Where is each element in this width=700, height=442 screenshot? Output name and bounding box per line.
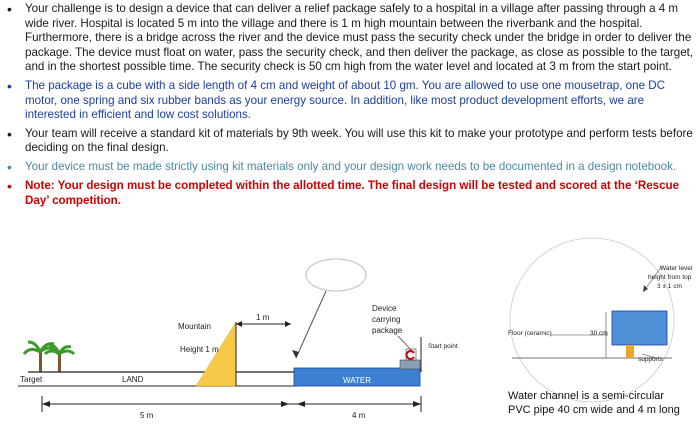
palm-tree-icon [24, 342, 74, 372]
support-post [626, 345, 634, 358]
height-label: Height 1 m [180, 345, 219, 354]
bullet-text: Your device must be made strictly using kit materials only and your design work needs to be documented in a design notebook. [25, 159, 677, 173]
bullet-text: Your team will receive a standard kit of materials by 9th week. You will use this kit to make your prototype and perform tests before deciding on the final design. [25, 126, 693, 155]
floor-label: Floor (ceramic) [508, 330, 552, 337]
mountain [196, 322, 236, 386]
water-level-label-2: height from top [648, 274, 692, 281]
pointer-line [296, 291, 326, 358]
supports-label: supports [638, 356, 663, 363]
water-label: WATER [343, 376, 371, 385]
bullet-dot: • [7, 1, 12, 17]
thought-bubble [306, 259, 366, 291]
mountain-label: Mountain [178, 322, 211, 331]
one-meter-label: 1 m [256, 313, 270, 322]
water-level-label-3: 3 ± 1 cm [657, 283, 682, 290]
water-level-label-1: Water level [660, 265, 693, 272]
side-view-caption: Water channel is a semi-circular PVC pipe 40 cm wide and 4 m long [508, 390, 680, 416]
start-label: Start point [428, 343, 458, 350]
device-icon [400, 349, 420, 369]
bullet-dot: • [7, 77, 12, 94]
bullet-text: Note: Your design must be completed within the allotted time. The final design will be tested and scored at the ‘Rescue Day’ competition. [25, 178, 680, 207]
device-label-2: carrying [372, 315, 401, 324]
target-label: Target [20, 375, 43, 384]
pipe-cross-section [612, 311, 667, 345]
device-label-3: package [372, 326, 403, 335]
five-meter-label: 5 m [140, 411, 154, 420]
bullet-text: Your challenge is to design a device that can deliver a relief package safely to a hospital in a village after passing through a 4 m wide river. Hospital is located 5 m into the village and there is 1 m high mountain between the riverbank and the hospital. Furthermore, there is a bridge across the river and the device must pass the security check under the bridge in order to deliver the package. The device must float on water, pass the security check, and then deliver the package, as close as possible to the target, and in the shortest possible time. The security check is 50 cm high from the water level and located at 3 m from the start point. [25, 2, 694, 74]
bullet-dot: • [7, 177, 12, 194]
bullet-dot: • [7, 158, 12, 175]
thirty-cm-label: 30 cm [590, 330, 608, 337]
side-view [508, 238, 693, 402]
four-meter-label: 4 m [352, 411, 366, 420]
device-label-1: Device [372, 304, 397, 313]
bullet-dot: • [7, 125, 12, 142]
land-label: LAND [122, 375, 144, 384]
bullet-text: The package is a cube with a side length of 4 cm and weight of about 10 gm. You are allowed to use one mousetrap, one DC motor, one spring and six rubber bands as your energy source. In addition, like most product development efforts, we are interested in efficient and low cost solutions. [25, 78, 665, 122]
